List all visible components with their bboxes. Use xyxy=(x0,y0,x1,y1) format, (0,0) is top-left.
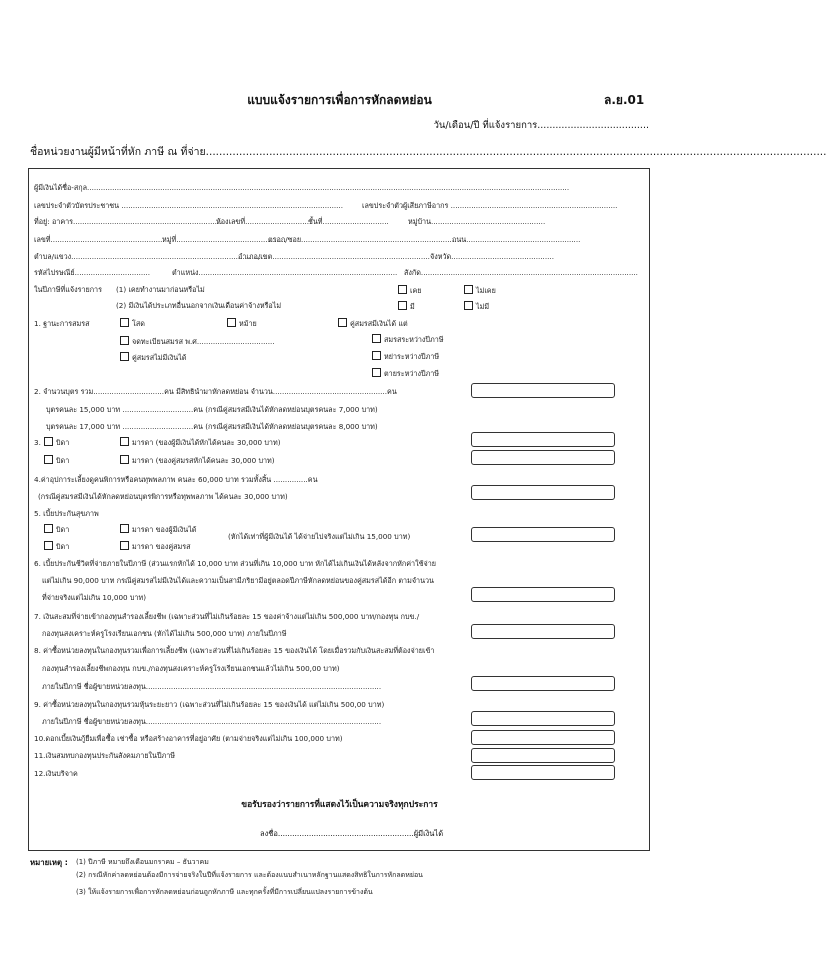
life-insurance-amount-box[interactable] xyxy=(471,587,615,602)
died-during-option[interactable]: ตายระหว่างปีภาษี xyxy=(372,368,439,379)
mother-own-checkbox[interactable] xyxy=(120,437,129,446)
divorced-during-checkbox[interactable] xyxy=(372,351,381,360)
registered-option[interactable]: จดทะเบียนสมรส พ.ศ.................................. xyxy=(120,336,275,347)
q2-no-checkbox[interactable] xyxy=(464,301,473,310)
father-own-option[interactable]: บิดา xyxy=(44,437,69,448)
health-father-own-option[interactable]: บิดา xyxy=(44,524,69,535)
q1-label: (1) เคยทำงานมาก่อนหรือไม่ xyxy=(116,285,205,294)
soi-field[interactable]: ตรอก/ซอย.................................................................... xyxy=(268,235,457,244)
married-during-checkbox[interactable] xyxy=(372,334,381,343)
tax-id-field[interactable]: เลขประจำตัวผู้เสียภาษีอากร ......................................................................... xyxy=(362,201,618,210)
signature-field[interactable]: ลงชื่อ.........................................................ผู้มีเงินได้ xyxy=(260,829,444,838)
spouse-income-option[interactable]: คู่สมรสมีเงินได้ แต่ xyxy=(338,318,408,329)
social-security-amount-box[interactable] xyxy=(471,748,615,763)
health-father-spouse-option[interactable]: บิดา xyxy=(44,541,69,552)
health-insurance-label: 5. เบี้ยประกันสุขภาพ xyxy=(34,509,99,518)
health-mother-own-option[interactable]: มารดา ของผู้มีเงินได้ xyxy=(120,524,196,535)
father-spouse-option[interactable]: บิดา xyxy=(44,455,69,466)
parents-spouse-amount-box[interactable] xyxy=(471,450,615,465)
registered-checkbox[interactable] xyxy=(120,336,129,345)
father-own-checkbox[interactable] xyxy=(44,437,53,446)
ltf-seller-field[interactable]: ภายในปีภาษี ชื่อผู้ขายหน่วยลงทุน....................................................................................................... xyxy=(42,717,382,726)
widowed-option[interactable]: หม้าย xyxy=(227,318,257,329)
position-field[interactable]: ตำแหน่ง....................................................................................... xyxy=(172,268,398,277)
item3-label: 3. xyxy=(34,438,41,447)
marital-status-label: 1. ฐานะการสมรส xyxy=(34,319,90,328)
disabled-care-note: (กรณีคู่สมรสมีเงินได้หักลดหย่อนบุตรพิการหรือทุพพลภาพ ได้คนละ 30,000 บาท) xyxy=(38,492,288,501)
spouse-income-checkbox[interactable] xyxy=(338,318,347,327)
note-1: (1) ปีภาษี หมายถึงเดือนมกราคม – ธันวาคม xyxy=(76,858,209,866)
notes-label: หมายเหตุ : xyxy=(30,858,68,867)
province-field[interactable]: จังหวัด............................................. xyxy=(430,252,554,261)
home-loan-interest-amount-box[interactable] xyxy=(471,730,615,745)
withholding-agency-field[interactable]: ชื่อหน่วยงานผู้มีหน้าที่หัก ภาษี ณ ที่จ่าย.......................................................................................................................................................................................... xyxy=(30,146,826,158)
life-insurance-line-1: 6. เบี้ยประกันชีวิตที่จ่ายภายในปีภาษี (ส่วนแรกหักได้ 10,000 บาท ส่วนที่เกิน 10,000 บาท หักได้ไม่เกินเงินได้หลังจากหักค่าใช้จ่าย xyxy=(34,559,436,568)
health-insurance-amount-box[interactable] xyxy=(471,527,615,542)
donation-amount-box[interactable] xyxy=(471,765,615,780)
married-during-option[interactable]: สมรสระหว่างปีภาษี xyxy=(372,334,444,345)
rmf-line-2: กองทุนสำรองเลี้ยงชีพกองทุน กบข./กองทุนสงเคราะห์ครูโรงเรียนเอกชนแล้วไม่เกิน 500,00 บาท) xyxy=(42,664,340,673)
health-insurance-note: (หักได้เท่าที่ผู้มีเงินได้ ได้จ่ายไปจริงแต่ไม่เกิน 15,000 บาท) xyxy=(228,532,411,541)
health-father-spouse-checkbox[interactable] xyxy=(44,541,53,550)
postcode-field[interactable]: รหัสไปรษณีย์................................. xyxy=(34,268,151,277)
children-15000-line[interactable]: บุตรคนละ 15,000 บาท ...............................คน (กรณีคู่สมรสมีเงินได้หักลดหย่อนบุตรคนละ 7,000 บาท) xyxy=(46,405,378,414)
rmf-amount-box[interactable] xyxy=(471,676,615,691)
floor-field[interactable]: ชั้นที่............................. xyxy=(308,217,389,226)
children-17000-line[interactable]: บุตรคนละ 17,000 บาท ...............................คน (กรณีคู่สมรสมีเงินได้หักลดหย่อนบุตรคนละ 8,000 บาท) xyxy=(46,422,378,431)
subdistrict-field[interactable]: ตำบล/แขวง..................................................................................... xyxy=(34,252,266,261)
single-option[interactable]: โสด xyxy=(120,318,145,329)
q2-yes-checkbox[interactable] xyxy=(398,301,407,310)
mother-spouse-option[interactable]: มารดา (ของคู่สมรสหักได้คนละ 30,000 บาท) xyxy=(120,455,275,466)
provident-fund-amount-box[interactable] xyxy=(471,624,615,639)
spouse-no-income-checkbox[interactable] xyxy=(120,352,129,361)
health-father-own-checkbox[interactable] xyxy=(44,524,53,533)
single-checkbox[interactable] xyxy=(120,318,129,327)
village-field[interactable]: หมู่บ้าน.................................................. xyxy=(408,217,546,226)
parents-own-amount-box[interactable] xyxy=(471,432,615,447)
ltf-line-1: 9. ค่าซื้อหน่วยลงทุนในกองทุนรวมหุ้นระยะยาว (เฉพาะส่วนที่ไม่เกินร้อยละ 15 ของเงินได้ แต่ไม่เกิน 500,00 บาท) xyxy=(34,700,385,709)
q2-yes-option[interactable]: มี xyxy=(398,301,415,312)
health-mother-spouse-checkbox[interactable] xyxy=(120,541,129,550)
social-security-label: 11.เงินสมทบกองทุนประกันสังคมภายในปีภาษี xyxy=(34,751,176,760)
form-code: ล.ย.01 xyxy=(604,93,645,107)
spouse-no-income-option[interactable]: คู่สมรสไม่มีเงินได้ xyxy=(120,352,186,363)
ltf-amount-box[interactable] xyxy=(471,711,615,726)
tax-year-label: ในปีภาษีที่แจ้งรายการ xyxy=(34,285,102,294)
house-no-field[interactable]: เลขที่.................................................. xyxy=(34,235,165,244)
life-insurance-line-2: แต่ไม่เกิน 90,000 บาท กรณีคู่สมรสไม่มีเงินได้และความเป็นสามีภริยามีอยู่ตลอดปีภาษีหักลดหย่อนของคู่สมรสได้อีก ตามจำนวน xyxy=(42,576,434,585)
building-field[interactable]: ที่อยู่: อาคาร................................................................. xyxy=(34,217,222,226)
note-3: (3) ให้แจ้งรายการเพื่อการหักลดหย่อนก่อนถูกหักภาษี และทุกครั้งที่มีการเปลี่ยนแปลงรายการข้างต้น xyxy=(76,888,373,896)
life-insurance-line-3: ที่จ่ายจริงแต่ไม่เกิน 10,000 บาท) xyxy=(42,593,147,602)
q1-yes-checkbox[interactable] xyxy=(398,285,407,294)
room-field[interactable]: ห้องเลขที่............................. xyxy=(216,217,312,226)
health-mother-spouse-option[interactable]: มารดา ของคู่สมรส xyxy=(120,541,191,552)
donation-label: 12.เงินบริจาค xyxy=(34,769,78,778)
q2-label: (2) มีเงินได้ประเภทอื่นนอกจากเงินเดือนค่าจ้างหรือไม่ xyxy=(116,301,282,310)
department-field[interactable]: สังกัด............................................................................................... xyxy=(404,268,638,277)
provident-fund-line-1: 7. เงินสะสมที่จ่ายเข้ากองทุนสำรองเลี้ยงชีพ (เฉพาะส่วนที่ไม่เกินร้อยละ 15 ของค่าจ้างแต่ไม่เกิน 500,000 บาท/กองทุน กบข./ xyxy=(34,612,420,621)
provident-fund-line-2: กองทุนสงเคราะห์ครูโรงเรียนเอกชน (หักได้ไม่เกิน 500,000 บาท) ภายในปีภาษี xyxy=(42,629,287,638)
id-card-field[interactable]: เลขประจำตัวบัตรประชาชน ................................................................................................. xyxy=(34,201,343,210)
certification-statement: ขอรับรองว่ารายการที่แสดงไว้เป็นความจริงทุกประการ xyxy=(241,800,438,810)
children-amount-box[interactable] xyxy=(471,383,615,398)
form-title: แบบแจ้งรายการเพื่อการหักลดหย่อน xyxy=(247,93,432,107)
disabled-care-line[interactable]: 4.ค่าอุปการะเลี้ยงดูคนพิการหรือคนทุพพลภาพ คนละ 60,000 บาท รวมทั้งสิ้น ...............คน xyxy=(34,475,318,484)
died-during-checkbox[interactable] xyxy=(372,368,381,377)
mother-own-option[interactable]: มารดา (ของผู้มีเงินได้หักได้คนละ 30,000 บาท) xyxy=(120,437,281,448)
health-mother-own-checkbox[interactable] xyxy=(120,524,129,533)
road-field[interactable]: ถนน.................................................. xyxy=(452,235,581,244)
note-2: (2) กรณีหักค่าลดหย่อนต้องมีการจ่ายจริงในปีที่แจ้งรายการ และต้องแนบสำเนาหลักฐานแสดงสิทธิในการหักลดหย่อน xyxy=(76,871,423,879)
q1-no-checkbox[interactable] xyxy=(464,285,473,294)
widowed-checkbox[interactable] xyxy=(227,318,236,327)
q2-no-option[interactable]: ไม่มี xyxy=(464,301,489,312)
rmf-seller-field[interactable]: ภายในปีภาษี ชื่อผู้ขายหน่วยลงทุน....................................................................................................... xyxy=(42,682,382,691)
children-count-line[interactable]: 2. จำนวนบุตร รวม...............................คน มีสิทธินำมาหักลดหย่อน จำนวน..................................................คน xyxy=(34,387,397,396)
q1-no-option[interactable]: ไม่เคย xyxy=(464,285,496,296)
report-date-field[interactable]: วัน/เดือน/ปี ที่แจ้งรายการ..................................... xyxy=(433,120,649,131)
mother-spouse-checkbox[interactable] xyxy=(120,455,129,464)
district-field[interactable]: อำเภอ/เขต..................................................................... xyxy=(238,252,430,261)
home-loan-interest-label: 10.ดอกเบี้ยเงินกู้ยืมเพื่อซื้อ เช่าซื้อ หรือสร้างอาคารที่อยู่อาศัย (ตามจ่ายจริงแต่ไม่เกิน 100,000 บาท) xyxy=(34,734,343,743)
moo-field[interactable]: หมู่ที่................................................ xyxy=(162,235,286,244)
rmf-line-1: 8. ค่าซื้อหน่วยลงทุนในกองทุนรวมเพื่อการเลี้ยงชีพ (เฉพาะส่วนที่ไม่เกินร้อยละ 15 ของเงินได้ โดยเมื่อรวมกับเงินสะสมที่ต้องจ่ายเข้า xyxy=(34,646,435,655)
q1-yes-option[interactable]: เคย xyxy=(398,285,421,296)
taxpayer-name-field[interactable]: ผู้มีเงินได้ชื่อ-สกุล................................................................................................................................................................................................................... xyxy=(34,183,570,192)
father-spouse-checkbox[interactable] xyxy=(44,455,53,464)
disabled-care-amount-box[interactable] xyxy=(471,485,615,500)
divorced-during-option[interactable]: หย่าระหว่างปีภาษี xyxy=(372,351,439,362)
